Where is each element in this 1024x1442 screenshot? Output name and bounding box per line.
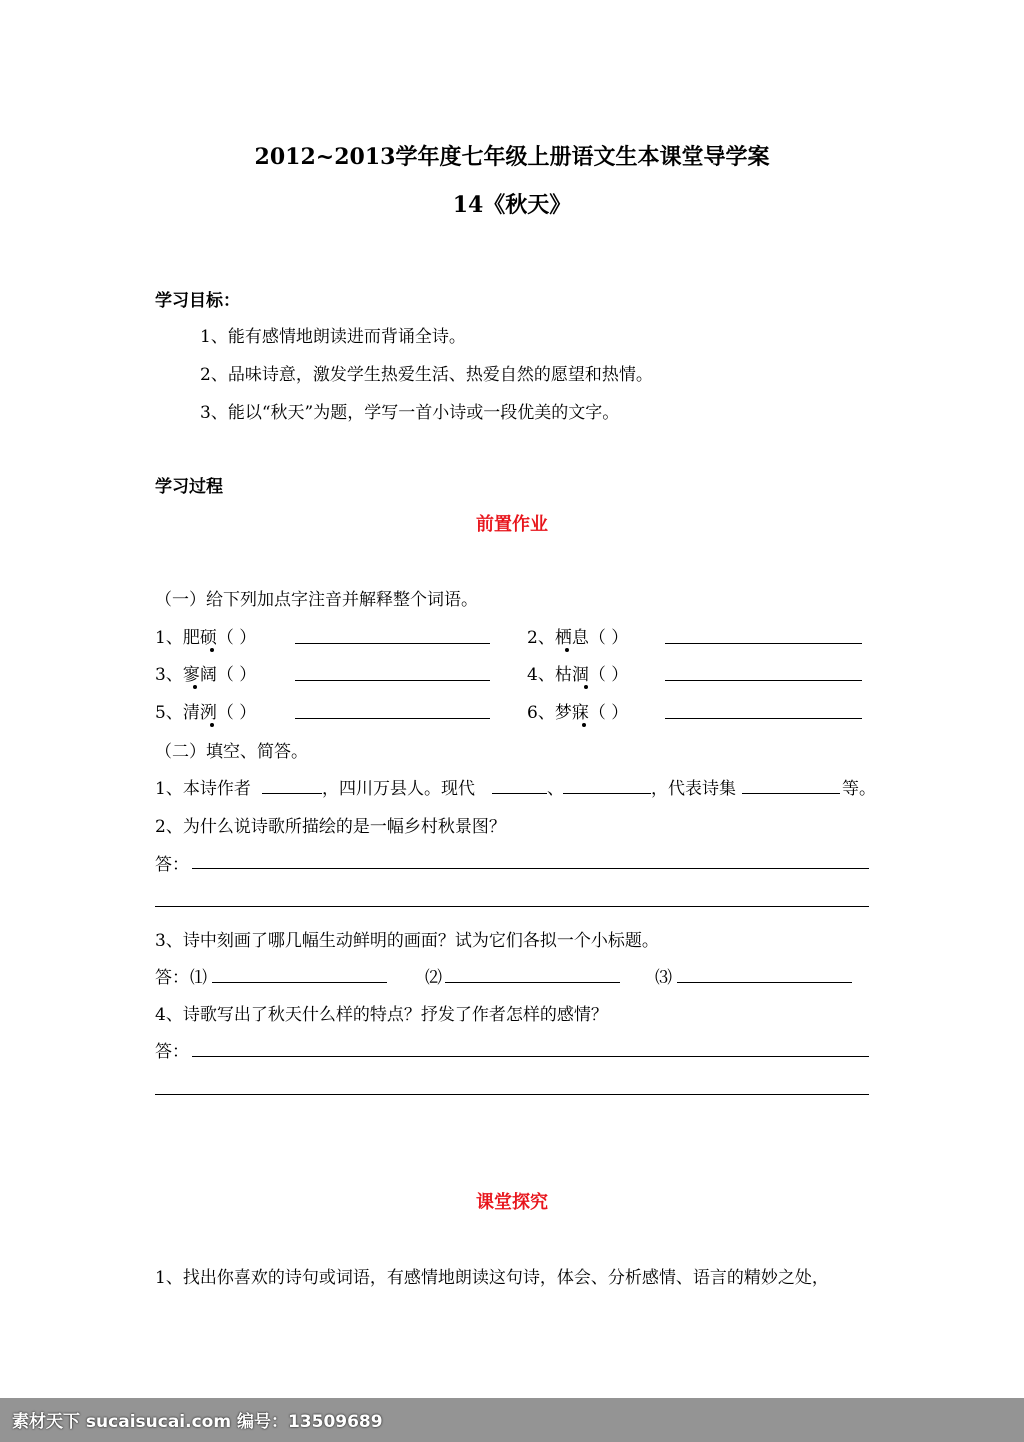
q1-end: 等。 <box>842 779 876 799</box>
q1-mid3: ，代表诗集 <box>651 779 736 799</box>
q1-prefix: 1、本诗作者 <box>155 779 251 799</box>
emphasis-dot <box>210 648 214 652</box>
answer-line[interactable] <box>665 680 862 681</box>
q3-item-1-label: ⑴ <box>190 968 207 988</box>
answer-label: 答： <box>155 1042 189 1062</box>
part2-heading: （二）填空、简答。 <box>155 742 308 762</box>
q2-text: 2、为什么说诗歌所描绘的是一幅乡村秋景图？ <box>155 817 506 837</box>
answer-line[interactable] <box>665 643 862 644</box>
part1-heading: （一）给下列加点字注音并解释整个词语。 <box>155 590 478 610</box>
vocab-item-5: 5、清洌（ ） <box>155 703 257 723</box>
emphasis-dot <box>565 648 569 652</box>
q1-mid1: ，四川万县人。现代 <box>322 779 475 799</box>
blank-poetry-collection[interactable] <box>742 793 840 794</box>
watermark-text: 素材天下 sucaisucai.com 编号：13509689 <box>12 1412 383 1432</box>
lesson-title: 14《秋天》 <box>452 192 572 218</box>
objective-item: 1、能有感情地朗读进而背诵全诗。 <box>200 327 466 347</box>
objective-item: 3、能以“秋天”为题，学写一首小诗或一段优美的文字。 <box>200 403 620 423</box>
answer-line[interactable] <box>295 718 490 719</box>
vocab-item-6: 6、梦寐（ ） <box>527 703 629 723</box>
answer-line[interactable] <box>212 982 387 983</box>
answer-line[interactable] <box>155 906 869 907</box>
blank-author[interactable] <box>262 793 322 794</box>
inquiry-heading: 课堂探究 <box>476 1192 548 1213</box>
answer-line[interactable] <box>295 643 490 644</box>
q1-mid2: 、 <box>547 779 564 799</box>
emphasis-dot <box>582 723 586 727</box>
vocab-item-2: 2、栖息（ ） <box>527 628 629 648</box>
answer-line[interactable] <box>155 1094 869 1095</box>
objectives-heading: 学习目标： <box>155 291 240 311</box>
process-heading: 学习过程 <box>155 477 223 497</box>
document-title: 2012~2013学年度七年级上册语文生本课堂导学案 <box>254 144 770 170</box>
answer-line[interactable] <box>677 982 852 983</box>
inquiry-question-1: 1、找出你喜欢的诗句或词语，有感情地朗读这句诗，体会、分析感情、语言的精妙之处， <box>155 1268 829 1288</box>
vocab-item-4: 4、枯涸（ ） <box>527 665 629 685</box>
q4-text: 4、诗歌写出了秋天什么样的特点？抒发了作者怎样的感情？ <box>155 1005 608 1025</box>
emphasis-dot <box>584 685 588 689</box>
answer-label: 答： <box>155 968 189 988</box>
blank-identity-1[interactable] <box>492 793 547 794</box>
answer-line[interactable] <box>295 680 490 681</box>
emphasis-dot <box>210 723 214 727</box>
blank-identity-2[interactable] <box>563 793 651 794</box>
q3-item-3-label: ⑶ <box>655 968 672 988</box>
preview-heading: 前置作业 <box>476 514 548 535</box>
q3-text: 3、诗中刻画了哪几幅生动鲜明的画面？试为它们各拟一个小标题。 <box>155 931 659 951</box>
answer-label: 答： <box>155 855 189 875</box>
answer-line[interactable] <box>192 1056 869 1057</box>
q3-item-2-label: ⑵ <box>425 968 442 988</box>
objective-item: 2、品味诗意，激发学生热爱生活、热爱自然的愿望和热情。 <box>200 365 653 385</box>
answer-line[interactable] <box>665 718 862 719</box>
vocab-item-1: 1、肥硕（ ） <box>155 628 257 648</box>
answer-line[interactable] <box>192 868 869 869</box>
vocab-item-3: 3、寥阔（ ） <box>155 665 257 685</box>
answer-line[interactable] <box>445 982 620 983</box>
emphasis-dot <box>193 685 197 689</box>
